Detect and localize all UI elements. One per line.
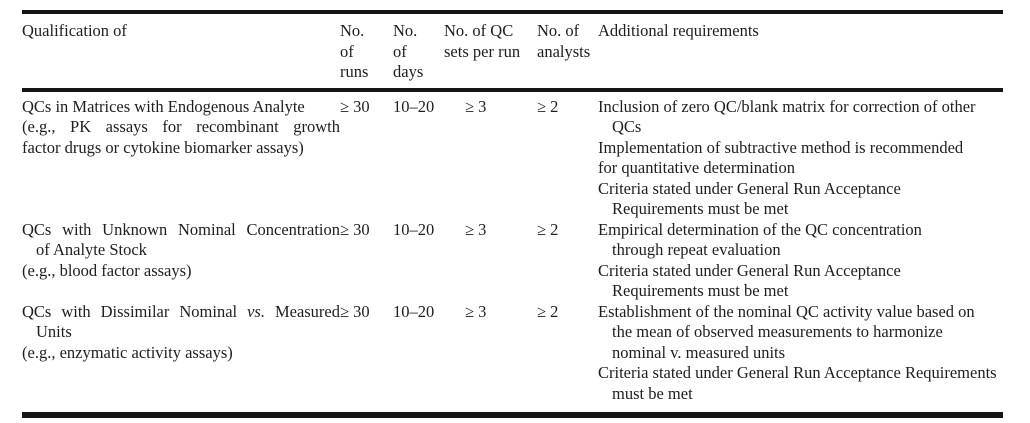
- requirements-paragraph: [598, 220, 1003, 261]
- column-header-line: days: [393, 62, 424, 81]
- requirements-text-line: QCs: [612, 117, 642, 136]
- table-body: [22, 90, 1003, 416]
- runs-value: ≥ 30: [340, 219, 370, 239]
- column-header-analysts: [537, 12, 598, 90]
- requirements-text-line: must be met: [612, 383, 693, 403]
- cell-requirements-row1: [598, 90, 1003, 220]
- column-header-line: Additional requirements: [598, 21, 759, 40]
- cell-analysts-row3: [537, 302, 598, 416]
- column-header-qualification: [22, 12, 340, 90]
- column-header-line: analysts: [537, 41, 591, 61]
- requirements-text-line: Requirements must be met: [612, 281, 789, 300]
- table-row-3: [22, 302, 1003, 416]
- analysts-value: ≥ 2: [537, 96, 559, 116]
- requirements-text-line: Requirements must be met: [612, 199, 789, 218]
- cell-days-row1: [393, 90, 444, 220]
- column-header-line: runs: [340, 62, 369, 81]
- requirements-text-line: nominal v. measured units: [612, 342, 786, 362]
- table-sheet: [22, 10, 1003, 418]
- table-row-1: [22, 90, 1003, 220]
- cell-runs-row2: [340, 220, 393, 302]
- days-value: 10–20: [393, 96, 435, 116]
- column-header-line: No.: [340, 21, 365, 40]
- qualification-text-line: (e.g., enzymatic activity assays): [22, 342, 233, 362]
- qualification-text-line: (e.g., blood factor assays): [22, 260, 192, 280]
- text-segment: Measured: [264, 301, 341, 321]
- analysts-value: ≥ 2: [537, 219, 559, 239]
- requirements-paragraph: [598, 97, 1003, 138]
- requirements-text-line: for quantitative determination: [598, 158, 796, 177]
- qualification-paragraph: [22, 117, 340, 158]
- qualification-text-line: of Analyte Stock: [36, 240, 147, 259]
- column-header-line: Qualification of: [22, 21, 127, 40]
- column-header-line: No. of QC: [444, 21, 514, 40]
- qualification-paragraph: [22, 343, 340, 364]
- cell-qc_sets-row1: [444, 90, 537, 220]
- cell-runs-row3: [340, 302, 393, 416]
- cell-qualification-row1: [22, 90, 340, 220]
- requirements-text-line: through repeat evaluation: [612, 240, 781, 259]
- cell-days-row2: [393, 220, 444, 302]
- column-header-line: No. of: [537, 21, 580, 40]
- column-header-line: of: [393, 41, 407, 61]
- column-header-line: sets per run: [444, 41, 521, 61]
- column-header-runs: [340, 12, 393, 90]
- column-header-line: No.: [393, 21, 418, 40]
- requirements-text-line: Criteria stated under General Run Acceptance: [598, 260, 901, 280]
- runs-value: ≥ 30: [340, 301, 370, 321]
- requirements-text-line: Criteria stated under General Run Acceptance Requirements: [598, 363, 997, 382]
- qualification-paragraph: [22, 97, 340, 118]
- cell-analysts-row1: [537, 90, 598, 220]
- qualification-text-line: QCs with Unknown Nominal Concentration: [22, 219, 340, 239]
- qualification-paragraph: [22, 220, 340, 261]
- column-header-days: [393, 12, 444, 90]
- runs-value: ≥ 30: [340, 96, 370, 116]
- qualification-text-line: (e.g., PK assays for recombinant growth: [22, 117, 340, 136]
- qc_sets-value: ≥ 3: [465, 301, 487, 321]
- requirements-text-line: Establishment of the nominal QC activity value based on: [598, 301, 975, 321]
- analysts-value: ≥ 2: [537, 301, 559, 321]
- column-header-requirements: [598, 12, 1003, 90]
- table-row-2: [22, 220, 1003, 302]
- qc_sets-value: ≥ 3: [465, 96, 487, 116]
- qualification-paragraph: [22, 261, 340, 282]
- days-value: 10–20: [393, 219, 435, 239]
- qc_sets-value: ≥ 3: [465, 219, 487, 239]
- cell-qc_sets-row2: [444, 220, 537, 302]
- column-header-qc_sets: [444, 12, 537, 90]
- requirements-paragraph: [598, 363, 1003, 404]
- requirements-text-line: Implementation of subtractive method is recommended: [598, 137, 964, 157]
- qualification-text-line: Units: [36, 322, 72, 341]
- column-header-line: of: [340, 41, 354, 61]
- requirements-paragraph: [598, 261, 1003, 302]
- qualification-paragraph: [22, 302, 340, 343]
- qualification-text-line: QCs in Matrices with Endogenous Analyte: [22, 96, 305, 116]
- cell-analysts-row2: [537, 220, 598, 302]
- cell-days-row3: [393, 302, 444, 416]
- qualification-text-line: factor drugs or cytokine biomarker assays): [22, 137, 304, 157]
- requirements-text-line: Criteria stated under General Run Acceptance: [598, 178, 901, 198]
- text-segment: QCs with Dissimilar Nominal: [22, 301, 248, 321]
- requirements-paragraph: [598, 302, 1003, 364]
- italic-text: vs.: [247, 301, 265, 321]
- cell-qc_sets-row3: [444, 302, 537, 416]
- requirements-text-line: Inclusion of zero QC/blank matrix for correction of other: [598, 96, 976, 116]
- requirements-text-line: Empirical determination of the QC concentration: [598, 219, 922, 239]
- requirements-paragraph: [598, 138, 1003, 179]
- qualification-text-line: [22, 302, 340, 323]
- cell-requirements-row2: [598, 220, 1003, 302]
- cell-requirements-row3: [598, 302, 1003, 416]
- days-value: 10–20: [393, 301, 435, 321]
- cell-qualification-row2: [22, 220, 340, 302]
- requirements-paragraph: [598, 179, 1003, 220]
- requirements-text-line: the mean of observed measurements to harmonize: [612, 322, 943, 341]
- qualification-table: [22, 10, 1003, 418]
- cell-runs-row1: [340, 90, 393, 220]
- cell-qualification-row3: [22, 302, 340, 416]
- header-row: [22, 12, 1003, 90]
